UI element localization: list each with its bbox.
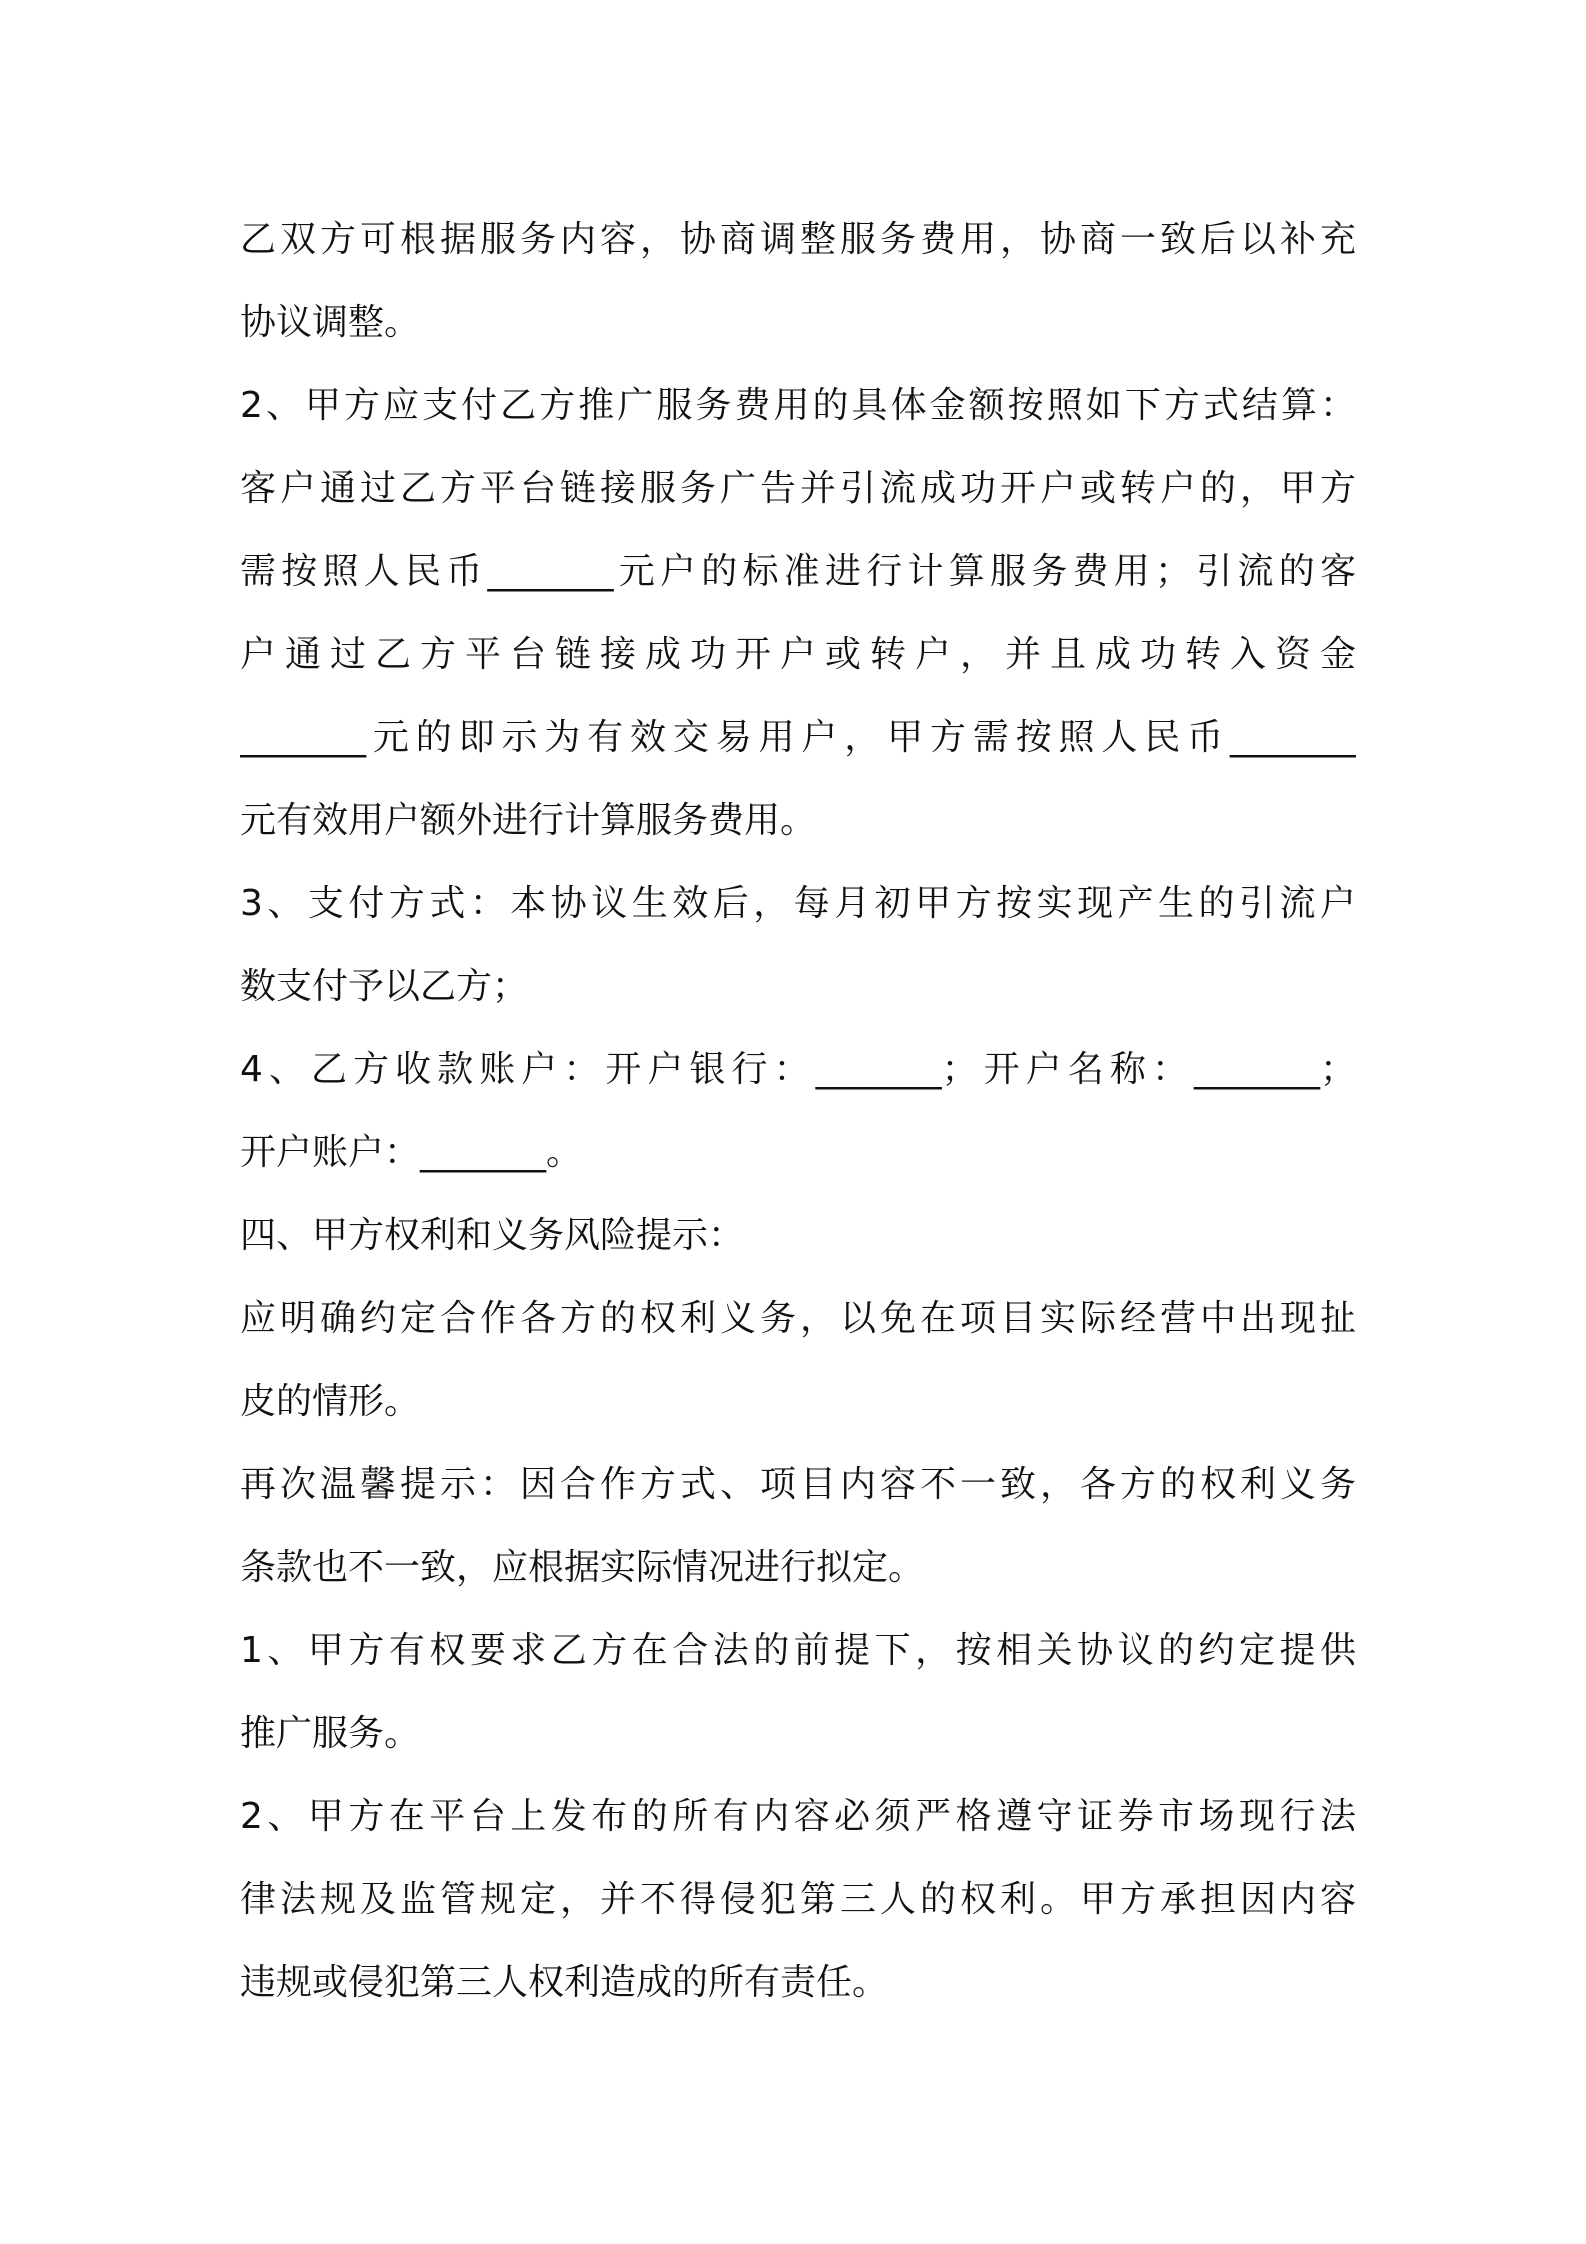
clause-3-heading: 3、支付方式：本协议生效后，每月初甲方按实现产生的引流户 [240, 883, 1356, 924]
section-heading: 四、甲方权利和义务风险提示： [240, 1215, 745, 1256]
text-line: 律法规及监管规定，并不得侵犯第三人的权利。甲方承担因内容 [240, 1879, 1356, 1920]
text-line: 协议调整。 [240, 302, 421, 343]
text-line: 需按照人民币_______元户的标准进行计算服务费用；引流的客 [240, 551, 1356, 592]
text-line: 户通过乙方平台链接成功开户或转户，并且成功转入资金 [240, 634, 1356, 675]
text-line: 客户通过乙方平台链接服务广告并引流成功开户或转户的，甲方 [240, 468, 1356, 509]
clause-2-heading: 2、甲方应支付乙方推广服务费用的具体金额按照如下方式结算： [240, 385, 1356, 426]
text-line: 违规或侵犯第三人权利造成的所有责任。 [240, 1962, 889, 2003]
text-line: 再次温馨提示：因合作方式、项目内容不一致，各方的权利义务 [240, 1464, 1356, 1505]
document-body [240, 198, 1356, 2024]
text-line: 应明确约定合作各方的权利义务，以免在项目实际经营中出现扯 [240, 1298, 1356, 1339]
text-line: 数支付予以乙方； [240, 966, 529, 1007]
text-line: 开户账户：_______。 [240, 1132, 583, 1173]
clause-2-heading: 2、甲方在平台上发布的所有内容必须严格遵守证券市场现行法 [240, 1796, 1356, 1837]
text-line: _______元的即示为有效交易用户，甲方需按照人民币_______ [240, 717, 1356, 758]
clause-1-heading: 1、甲方有权要求乙方在合法的前提下，按相关协议的约定提供 [240, 1630, 1356, 1671]
clause-4-heading: 4、乙方收款账户：开户银行：_______；开户名称：_______； [240, 1049, 1356, 1090]
text-line: 推广服务。 [240, 1713, 421, 1754]
text-line: 条款也不一致，应根据实际情况进行拟定。 [240, 1547, 925, 1588]
text-line: 元有效用户额外进行计算服务费用。 [240, 800, 817, 841]
text-line: 皮的情形。 [240, 1381, 421, 1422]
text-line: 乙双方可根据服务内容，协商调整服务费用，协商一致后以补充 [240, 219, 1356, 260]
